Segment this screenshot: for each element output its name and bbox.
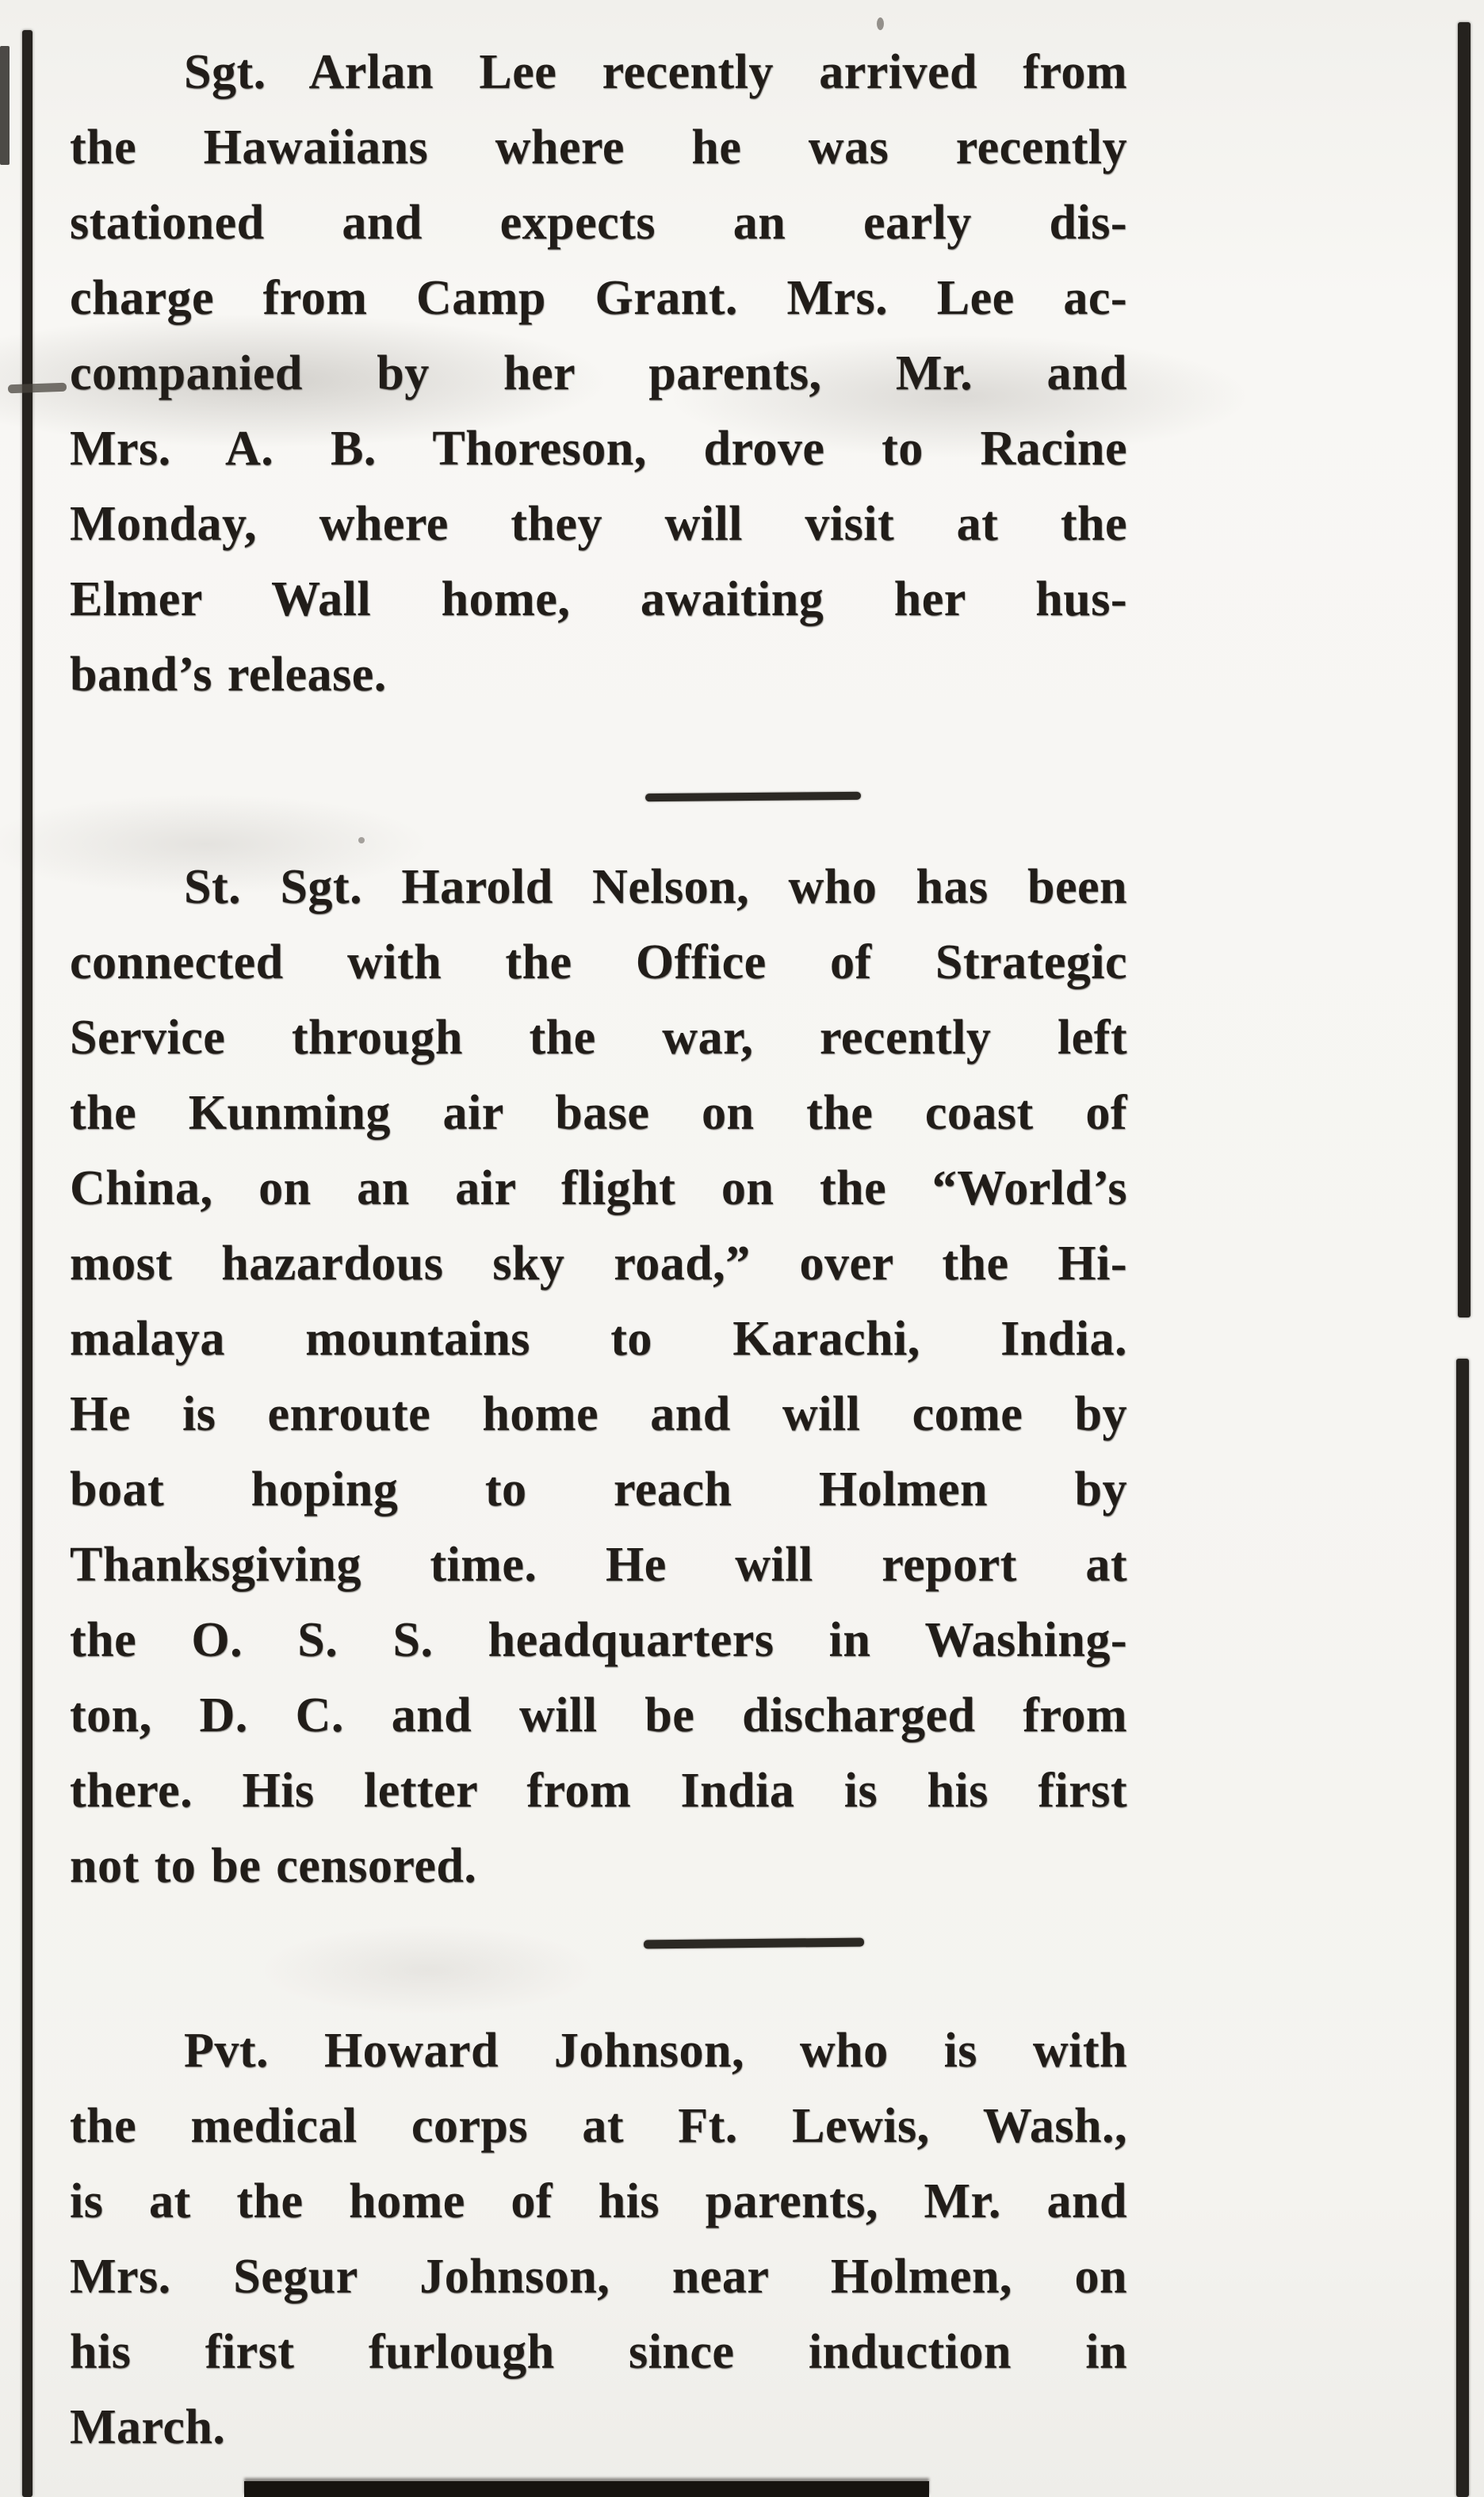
text-line: stationed and expects an early dis-: [70, 196, 1127, 250]
text-line: Service through the war, recently left: [70, 1011, 1127, 1065]
text-line: Sgt. Arlan Lee recently arrived from: [184, 45, 1127, 99]
text-line: not to be censored.: [70, 1839, 477, 1893]
paragraph-arlan-lee: [70, 35, 1127, 713]
text-line: St. Sgt. Harold Nelson, who has been: [184, 860, 1127, 914]
text-line: there. His letter from India is his first: [70, 1764, 1127, 1818]
text-line: Elmer Wall home, awaiting her hus-: [70, 572, 1127, 626]
text-line: malaya mountains to Karachi, India.: [70, 1312, 1127, 1366]
column-rule-left: [22, 30, 33, 2497]
text-line: the Kunming air base on the coast of: [70, 1086, 1127, 1140]
column-rule-right-lower: [1456, 1359, 1469, 2497]
text-line: charge from Camp Grant. Mrs. Lee ac-: [70, 271, 1127, 325]
text-line: the O. S. S. headquarters in Washing-: [70, 1613, 1127, 1667]
text-line: the Hawaiians where he was recently: [70, 120, 1127, 174]
ink-speck: [877, 17, 884, 30]
text-line: is at the home of his parents, Mr. and: [70, 2174, 1127, 2228]
text-line: most hazardous sky road,” over the Hi-: [70, 1237, 1127, 1291]
text-line: connected with the Office of Strategic: [70, 935, 1127, 989]
text-line: Mrs. A. B. Thoreson, drove to Racine: [70, 422, 1127, 476]
text-line: Monday, where they will visit at the: [70, 497, 1127, 551]
text-line: March.: [70, 2400, 226, 2454]
text-line: his first furlough since induction in: [70, 2325, 1127, 2379]
text-line: boat hoping to reach Holmen by: [70, 1463, 1127, 1516]
text-line: band’s release.: [70, 648, 387, 702]
ink-smudge: [0, 46, 10, 165]
section-divider: [645, 792, 861, 801]
paragraph-howard-johnson: [70, 2013, 1127, 2465]
text-line: the medical corps at Ft. Lewis, Wash.,: [70, 2099, 1127, 2153]
text-line: Thanksgiving time. He will report at: [70, 1538, 1127, 1592]
paragraph-harold-nelson: [70, 850, 1127, 1904]
text-line: He is enroute home and will come by: [70, 1387, 1127, 1441]
text-line: companied by her parents, Mr. and: [70, 346, 1127, 400]
ink-smudge: [8, 383, 67, 394]
text-line: Mrs. Segur Johnson, near Holmen, on: [70, 2250, 1127, 2304]
text-line: China, on an air flight on the “World’s: [70, 1161, 1127, 1215]
ink-speck: [358, 837, 365, 843]
text-line: ton, D. C. and will be discharged from: [70, 1688, 1127, 1742]
text-line: Pvt. Howard Johnson, who is with: [184, 2024, 1127, 2078]
column-rule-right-upper: [1458, 22, 1471, 1317]
bottom-rule-cutoff: [244, 2481, 929, 2497]
section-divider: [644, 1938, 864, 1949]
